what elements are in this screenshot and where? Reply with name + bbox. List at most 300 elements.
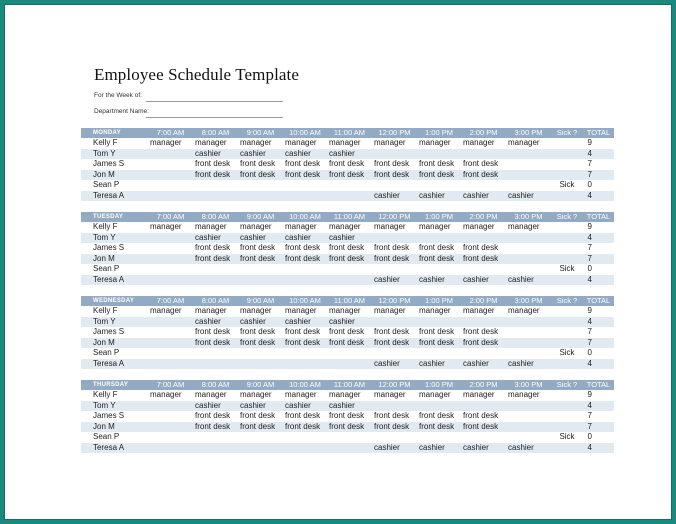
shift-cell[interactable]	[506, 180, 551, 191]
shift-cell[interactable]: front desk	[193, 254, 238, 265]
shift-cell[interactable]: cashier	[461, 275, 506, 286]
shift-cell[interactable]	[506, 243, 551, 254]
shift-cell[interactable]: cashier	[506, 275, 551, 286]
employee-name[interactable]: Tom Y	[81, 149, 148, 160]
shift-cell[interactable]	[148, 159, 193, 170]
shift-cell[interactable]: front desk	[285, 243, 321, 252]
shift-cell[interactable]	[283, 191, 327, 202]
shift-cell[interactable]	[238, 180, 283, 191]
employee-name[interactable]: Kelly F	[93, 138, 118, 147]
shift-cell[interactable]	[148, 149, 193, 160]
total-cell: 7	[587, 327, 592, 336]
total-cell: 4	[583, 401, 614, 412]
sick-cell[interactable]: Sick	[559, 348, 575, 357]
total-cell: 0	[587, 432, 592, 441]
shift-cell[interactable]: front desk	[372, 254, 417, 265]
week-input-line[interactable]	[146, 101, 283, 102]
sick-cell[interactable]	[551, 275, 583, 286]
table-row	[81, 338, 614, 349]
employee-name[interactable]: Sean P	[93, 264, 120, 273]
shift-cell[interactable]: manager	[285, 306, 317, 315]
shift-cell[interactable]: front desk	[372, 338, 417, 349]
shift-cell[interactable]	[283, 275, 327, 286]
sick-cell[interactable]	[551, 338, 583, 349]
shift-cell[interactable]: manager	[329, 390, 361, 399]
shift-cell[interactable]: front desk	[240, 411, 276, 420]
shift-cell[interactable]	[283, 264, 327, 275]
shift-cell[interactable]	[238, 348, 283, 359]
shift-cell[interactable]: manager	[463, 306, 495, 315]
shift-cell[interactable]: cashier	[283, 401, 327, 412]
sick-cell[interactable]	[551, 422, 583, 433]
shift-cell[interactable]: front desk	[238, 422, 283, 433]
employee-name[interactable]: James S	[93, 243, 125, 252]
shift-cell[interactable]: manager	[195, 306, 227, 315]
shift-cell[interactable]: manager	[195, 222, 227, 231]
sick-cell[interactable]	[551, 138, 583, 149]
shift-cell[interactable]	[193, 432, 238, 443]
shift-cell[interactable]	[148, 233, 193, 244]
shift-cell[interactable]: manager	[374, 390, 406, 399]
total-cell: 7	[587, 243, 592, 252]
shift-cell[interactable]	[506, 327, 551, 338]
shift-cell[interactable]: manager	[374, 222, 406, 231]
table-row	[81, 254, 614, 265]
shift-cell[interactable]	[148, 401, 193, 412]
shift-cell[interactable]: manager	[240, 222, 272, 231]
shift-cell[interactable]	[193, 359, 238, 370]
shift-cell[interactable]: front desk	[327, 338, 372, 349]
shift-cell[interactable]: cashier	[372, 359, 417, 370]
table-row	[81, 191, 614, 202]
shift-cell[interactable]	[372, 317, 417, 328]
shift-cell[interactable]: manager	[374, 138, 406, 147]
table-row	[81, 222, 614, 233]
shift-cell[interactable]	[148, 348, 193, 359]
sick-cell[interactable]: Sick	[559, 180, 575, 189]
shift-cell[interactable]: front desk	[285, 411, 321, 420]
shift-cell[interactable]: front desk	[283, 254, 327, 265]
shift-cell[interactable]: cashier	[327, 149, 372, 160]
shift-cell[interactable]: manager	[329, 138, 361, 147]
shift-cell[interactable]	[283, 359, 327, 370]
shift-cell[interactable]: cashier	[283, 149, 327, 160]
shift-cell[interactable]: manager	[508, 390, 540, 399]
shift-cell[interactable]: front desk	[238, 254, 283, 265]
employee-name[interactable]: Kelly F	[93, 306, 118, 315]
employee-name[interactable]: James S	[93, 159, 125, 168]
sick-cell[interactable]	[551, 401, 583, 412]
shift-cell[interactable]	[148, 170, 193, 181]
shift-cell[interactable]	[283, 443, 327, 454]
total-cell: 4	[583, 359, 614, 370]
shift-cell[interactable]: front desk	[285, 159, 321, 168]
sick-cell[interactable]	[551, 159, 583, 170]
shift-cell[interactable]: manager	[419, 390, 451, 399]
time-header: 12:00 PM	[372, 296, 417, 306]
shift-cell[interactable]: manager	[463, 390, 495, 399]
time-header: 8:00 AM	[193, 380, 238, 390]
shift-cell[interactable]: front desk	[372, 170, 417, 181]
shift-cell[interactable]: front desk	[327, 170, 372, 181]
employee-name[interactable]: Tom Y	[81, 317, 148, 328]
sick-cell[interactable]	[551, 191, 583, 202]
shift-cell[interactable]: front desk	[193, 338, 238, 349]
shift-cell[interactable]: front desk	[238, 170, 283, 181]
sick-cell[interactable]	[551, 359, 583, 370]
shift-cell[interactable]: front desk	[329, 243, 365, 252]
shift-cell[interactable]: manager	[329, 222, 361, 231]
employee-name[interactable]: Sean P	[93, 432, 120, 441]
shift-cell[interactable]: front desk	[417, 170, 461, 181]
document-page	[4, 4, 672, 520]
shift-cell[interactable]: manager	[240, 138, 272, 147]
shift-cell[interactable]	[372, 432, 417, 443]
shift-cell[interactable]: front desk	[461, 338, 506, 349]
time-header: 2:00 PM	[461, 296, 506, 306]
shift-cell[interactable]	[283, 432, 327, 443]
sick-cell[interactable]	[551, 233, 583, 244]
shift-cell[interactable]	[506, 149, 551, 160]
shift-cell[interactable]	[148, 243, 193, 254]
sick-cell[interactable]: Sick	[559, 264, 575, 273]
sick-cell[interactable]	[551, 149, 583, 160]
shift-cell[interactable]	[148, 191, 193, 202]
shift-cell[interactable]	[417, 149, 461, 160]
shift-cell[interactable]: manager	[508, 306, 540, 315]
total-header: TOTAL	[583, 296, 614, 306]
shift-cell[interactable]: front desk	[329, 159, 365, 168]
table-row	[81, 306, 614, 317]
shift-cell[interactable]	[327, 264, 372, 275]
shift-cell[interactable]: cashier	[506, 191, 551, 202]
shift-cell[interactable]: manager	[508, 138, 540, 147]
shift-cell[interactable]: front desk	[417, 338, 461, 349]
shift-cell[interactable]	[506, 411, 551, 422]
employee-name[interactable]: Kelly F	[93, 390, 118, 399]
shift-cell[interactable]	[372, 348, 417, 359]
shift-cell[interactable]: front desk	[372, 422, 417, 433]
total-cell: 9	[587, 306, 592, 315]
time-header: 7:00 AM	[148, 296, 193, 306]
total-cell: 7	[583, 254, 614, 265]
shift-cell[interactable]: front desk	[463, 411, 499, 420]
shift-cell[interactable]: manager	[240, 306, 272, 315]
shift-cell[interactable]: front desk	[463, 159, 499, 168]
shift-cell[interactable]	[506, 159, 551, 170]
total-cell: 4	[583, 149, 614, 160]
shift-cell[interactable]: front desk	[283, 170, 327, 181]
shift-cell[interactable]: manager	[463, 138, 495, 147]
employee-name[interactable]: Jon M	[81, 422, 148, 433]
shift-cell[interactable]: front desk	[195, 327, 231, 336]
employee-name[interactable]: Tom Y	[81, 401, 148, 412]
shift-cell[interactable]	[148, 254, 193, 265]
shift-cell[interactable]	[193, 443, 238, 454]
shift-cell[interactable]	[238, 264, 283, 275]
schedule-table-thursday	[81, 380, 614, 453]
shift-cell[interactable]	[283, 348, 327, 359]
shift-cell[interactable]: manager	[329, 306, 361, 315]
time-header: 1:00 PM	[417, 296, 461, 306]
shift-cell[interactable]: front desk	[329, 327, 365, 336]
sick-cell[interactable]	[551, 327, 583, 338]
shift-cell[interactable]	[193, 191, 238, 202]
shift-cell[interactable]	[193, 264, 238, 275]
shift-cell[interactable]: cashier	[327, 401, 372, 412]
shift-cell[interactable]	[506, 233, 551, 244]
table-row	[81, 422, 614, 433]
sick-cell[interactable]	[551, 243, 583, 254]
shift-cell[interactable]	[461, 401, 506, 412]
shift-cell[interactable]	[417, 180, 461, 191]
shift-cell[interactable]	[238, 443, 283, 454]
shift-cell[interactable]	[148, 359, 193, 370]
shift-cell[interactable]: cashier	[283, 233, 327, 244]
shift-cell[interactable]	[417, 432, 461, 443]
shift-cell[interactable]	[238, 275, 283, 286]
shift-cell[interactable]	[372, 233, 417, 244]
shift-cell[interactable]	[148, 275, 193, 286]
shift-cell[interactable]: front desk	[461, 422, 506, 433]
shift-cell[interactable]	[327, 359, 372, 370]
shift-cell[interactable]	[148, 264, 193, 275]
shift-cell[interactable]: front desk	[283, 422, 327, 433]
shift-cell[interactable]: manager	[195, 390, 227, 399]
employee-name[interactable]: Jon M	[81, 170, 148, 181]
shift-cell[interactable]: front desk	[240, 327, 276, 336]
shift-cell[interactable]	[148, 443, 193, 454]
shift-cell[interactable]: front desk	[240, 159, 276, 168]
shift-cell[interactable]	[506, 338, 551, 349]
shift-cell[interactable]	[372, 180, 417, 191]
time-header: 12:00 PM	[372, 380, 417, 390]
shift-cell[interactable]	[461, 432, 506, 443]
shift-cell[interactable]	[506, 348, 551, 359]
shift-cell[interactable]: front desk	[374, 243, 410, 252]
shift-cell[interactable]: front desk	[283, 338, 327, 349]
shift-cell[interactable]: front desk	[238, 338, 283, 349]
shift-cell[interactable]: cashier	[193, 149, 238, 160]
employee-name[interactable]: Teresa A	[81, 443, 148, 454]
shift-cell[interactable]: cashier	[461, 359, 506, 370]
shift-cell[interactable]: front desk	[463, 243, 499, 252]
shift-cell[interactable]: front desk	[419, 243, 455, 252]
shift-cell[interactable]: manager	[150, 306, 182, 315]
shift-cell[interactable]	[148, 411, 193, 422]
shift-cell[interactable]	[327, 432, 372, 443]
shift-cell[interactable]: front desk	[327, 254, 372, 265]
table-row	[81, 264, 614, 275]
shift-cell[interactable]	[506, 401, 551, 412]
time-header: 7:00 AM	[148, 128, 193, 138]
shift-cell[interactable]	[193, 275, 238, 286]
shift-cell[interactable]	[327, 348, 372, 359]
shift-cell[interactable]: front desk	[240, 243, 276, 252]
shift-cell[interactable]: cashier	[417, 275, 461, 286]
shift-cell[interactable]: front desk	[329, 411, 365, 420]
employee-name[interactable]: James S	[93, 411, 125, 420]
shift-cell[interactable]: front desk	[285, 327, 321, 336]
shift-cell[interactable]	[506, 422, 551, 433]
shift-cell[interactable]	[372, 401, 417, 412]
shift-cell[interactable]: cashier	[372, 275, 417, 286]
shift-cell[interactable]	[238, 432, 283, 443]
shift-cell[interactable]: front desk	[195, 243, 231, 252]
sick-cell[interactable]	[551, 222, 583, 233]
day-name: WEDNESDAY	[81, 296, 148, 306]
shift-cell[interactable]: front desk	[374, 159, 410, 168]
shift-cell[interactable]	[461, 233, 506, 244]
shift-cell[interactable]: front desk	[374, 411, 410, 420]
shift-cell[interactable]: manager	[285, 138, 317, 147]
week-label: For the Week of:	[94, 92, 142, 99]
shift-cell[interactable]: front desk	[193, 170, 238, 181]
shift-cell[interactable]: front desk	[327, 422, 372, 433]
sick-cell[interactable]	[551, 411, 583, 422]
shift-cell[interactable]: cashier	[327, 233, 372, 244]
shift-cell[interactable]: cashier	[417, 359, 461, 370]
total-cell: 4	[583, 317, 614, 328]
shift-cell[interactable]: manager	[419, 306, 451, 315]
shift-cell[interactable]	[461, 264, 506, 275]
shift-cell[interactable]: front desk	[195, 411, 231, 420]
time-header: 8:00 AM	[193, 296, 238, 306]
sick-cell[interactable]	[551, 170, 583, 181]
shift-cell[interactable]	[417, 317, 461, 328]
shift-cell[interactable]: front desk	[374, 327, 410, 336]
employee-name[interactable]: Sean P	[93, 180, 120, 189]
shift-cell[interactable]: manager	[195, 138, 227, 147]
shift-cell[interactable]: manager	[285, 222, 317, 231]
shift-cell[interactable]	[238, 359, 283, 370]
shift-cell[interactable]: cashier	[461, 191, 506, 202]
sick-cell[interactable]	[551, 254, 583, 265]
shift-cell[interactable]	[506, 432, 551, 443]
shift-cell[interactable]	[148, 432, 193, 443]
employee-name[interactable]: Teresa A	[81, 359, 148, 370]
shift-cell[interactable]: front desk	[461, 170, 506, 181]
shift-cell[interactable]: cashier	[417, 443, 461, 454]
time-header: 10:00 AM	[283, 212, 327, 222]
sick-cell[interactable]: Sick	[559, 432, 575, 441]
sick-cell[interactable]	[551, 443, 583, 454]
shift-cell[interactable]	[506, 264, 551, 275]
shift-cell[interactable]: manager	[419, 222, 451, 231]
shift-cell[interactable]: manager	[285, 390, 317, 399]
shift-cell[interactable]	[461, 180, 506, 191]
shift-cell[interactable]: manager	[419, 138, 451, 147]
shift-cell[interactable]: manager	[150, 222, 182, 231]
shift-cell[interactable]	[148, 338, 193, 349]
shift-cell[interactable]	[506, 254, 551, 265]
shift-cell[interactable]: cashier	[327, 317, 372, 328]
shift-cell[interactable]: front desk	[419, 411, 455, 420]
table-row	[81, 359, 614, 370]
shift-cell[interactable]	[148, 327, 193, 338]
shift-cell[interactable]	[417, 401, 461, 412]
shift-cell[interactable]: front desk	[193, 422, 238, 433]
time-header: 12:00 PM	[372, 212, 417, 222]
shift-cell[interactable]: front desk	[419, 327, 455, 336]
shift-cell[interactable]	[372, 149, 417, 160]
shift-cell[interactable]: manager	[150, 138, 182, 147]
shift-cell[interactable]: cashier	[193, 401, 238, 412]
shift-cell[interactable]	[417, 348, 461, 359]
shift-cell[interactable]	[327, 180, 372, 191]
shift-cell[interactable]: manager	[374, 306, 406, 315]
shift-cell[interactable]	[417, 233, 461, 244]
shift-cell[interactable]: front desk	[419, 159, 455, 168]
shift-cell[interactable]	[461, 149, 506, 160]
shift-cell[interactable]: manager	[240, 390, 272, 399]
sick-cell[interactable]	[551, 306, 583, 317]
shift-cell[interactable]: cashier	[238, 317, 283, 328]
shift-cell[interactable]: cashier	[193, 233, 238, 244]
shift-cell[interactable]: cashier	[283, 317, 327, 328]
shift-cell[interactable]: cashier	[372, 191, 417, 202]
shift-cell[interactable]: front desk	[461, 254, 506, 265]
table-row	[81, 170, 614, 181]
shift-cell[interactable]: cashier	[506, 443, 551, 454]
shift-cell[interactable]: cashier	[417, 191, 461, 202]
employee-name[interactable]: Jon M	[81, 338, 148, 349]
shift-cell[interactable]: manager	[508, 222, 540, 231]
shift-cell[interactable]	[461, 348, 506, 359]
sick-cell[interactable]	[551, 317, 583, 328]
shift-cell[interactable]: cashier	[193, 317, 238, 328]
shift-cell[interactable]	[372, 264, 417, 275]
shift-cell[interactable]: cashier	[238, 233, 283, 244]
shift-cell[interactable]: cashier	[461, 443, 506, 454]
shift-cell[interactable]: front desk	[417, 254, 461, 265]
shift-cell[interactable]	[327, 275, 372, 286]
shift-cell[interactable]	[148, 422, 193, 433]
shift-cell[interactable]	[193, 348, 238, 359]
shift-cell[interactable]	[283, 180, 327, 191]
total-cell: 7	[583, 338, 614, 349]
shift-cell[interactable]	[148, 180, 193, 191]
shift-cell[interactable]	[461, 317, 506, 328]
employee-name[interactable]: Jon M	[81, 254, 148, 265]
shift-cell[interactable]	[148, 317, 193, 328]
shift-cell[interactable]: manager	[150, 390, 182, 399]
sick-cell[interactable]	[551, 390, 583, 401]
shift-cell[interactable]: front desk	[195, 159, 231, 168]
department-input-line[interactable]	[146, 117, 283, 118]
shift-cell[interactable]	[506, 170, 551, 181]
shift-cell[interactable]: front desk	[417, 422, 461, 433]
employee-name[interactable]: James S	[93, 327, 125, 336]
employee-name[interactable]: Teresa A	[81, 191, 148, 202]
shift-cell[interactable]	[193, 180, 238, 191]
shift-cell[interactable]: cashier	[372, 443, 417, 454]
shift-cell[interactable]: front desk	[463, 327, 499, 336]
shift-cell[interactable]: cashier	[506, 359, 551, 370]
shift-cell[interactable]	[238, 191, 283, 202]
shift-cell[interactable]: cashier	[238, 149, 283, 160]
employee-name[interactable]: Sean P	[93, 348, 120, 357]
shift-cell[interactable]	[417, 264, 461, 275]
shift-cell[interactable]: cashier	[238, 401, 283, 412]
employee-name[interactable]: Kelly F	[93, 222, 118, 231]
shift-cell[interactable]	[327, 443, 372, 454]
employee-name[interactable]: Tom Y	[81, 233, 148, 244]
shift-cell[interactable]	[506, 317, 551, 328]
shift-cell[interactable]: manager	[463, 222, 495, 231]
shift-cell[interactable]	[327, 191, 372, 202]
employee-name[interactable]: Teresa A	[81, 275, 148, 286]
